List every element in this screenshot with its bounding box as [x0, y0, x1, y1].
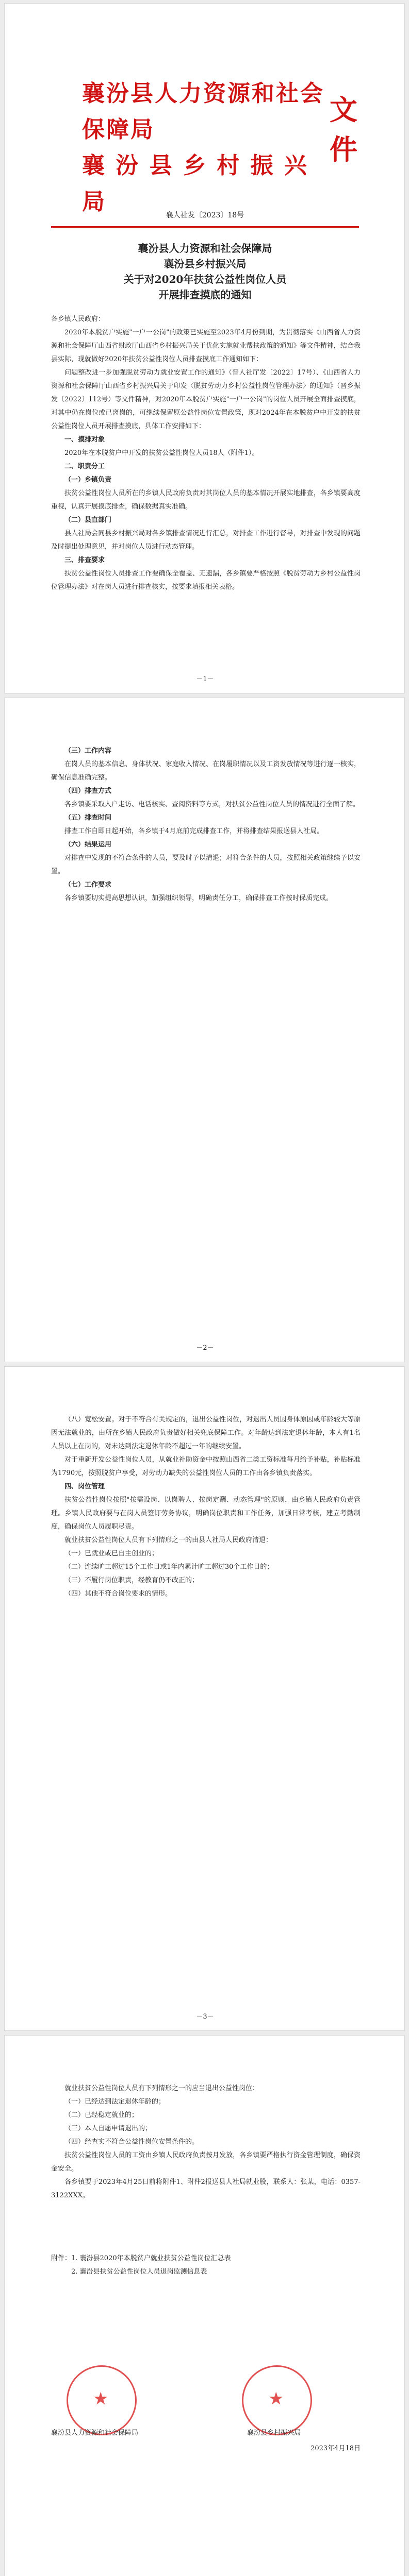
document-title [5, 241, 405, 302]
paragraph: 对排查中发现的不符合条件的人员，要及时予以清退；对符合条件的人员，按照相关政策继续予以安置。 [51, 854, 361, 875]
paragraph: （二）已经稳定就业的； [64, 2111, 139, 2119]
paragraph: 就业扶贫公益性岗位人员有下列情形之一的由县人社局人民政府清退： [64, 1536, 273, 1544]
paragraph: 2020年在本脱贫户中开发的扶贫公益性岗位人员18人（附件1）。 [64, 449, 259, 457]
paragraph: 2020年本脱贫户实施"一户一公岗"的政策已实施至2023年4月份到期，为贯彻落实《山西省人力资源和社会保障厅山西省财政厅山西省乡村振兴局关于优化实施就业帮扶政策的通知》等文件精神，结合我县实际，现就做好2020年扶贫公益性岗位人员排查摸底工作通知如下： [51, 329, 361, 363]
document-page-4 [4, 2035, 405, 2576]
official-seal-left: ★ [67, 2365, 137, 2435]
paragraph: （四）经查实不符合公益性岗位安置条件的。 [64, 2138, 199, 2146]
paragraph: 对于重新开发公益性岗位人员，从就业补助资金中按照山西省二类工资标准每月给予补贴，补贴标准为1790元，按照脱贫户享受，对劳动力缺失的公益性岗位人员的工作由各乡镇负责落实。 [51, 1456, 361, 1477]
section-heading: 四、岗位管理 [64, 1483, 105, 1490]
section-heading: （五）排查时间 [64, 814, 112, 822]
paragraph: 各乡镇人民政府： [51, 315, 105, 323]
paragraph: 各乡镇要于2023年4月25日前将附件1、附件2报送县人社局就业股，联系人：张某，电话：0357-3122XXX。 [51, 2178, 361, 2199]
signature-block [51, 2365, 361, 2468]
paragraph: 县人社局会同县乡村振兴局对各乡镇排查情况进行汇总，对排查工作进行督导，对排查中发现的问题及时提出处理意见，并对岗位人员进行动态管理。 [51, 530, 361, 551]
section-heading: 一、摸排对象 [64, 436, 105, 444]
document-page-2 [4, 698, 405, 1362]
document-page-3 [4, 1366, 405, 2031]
title-line: 襄汾县乡村振兴局 [163, 258, 247, 270]
paragraph: （一）已就业或已自主创业的； [64, 1550, 159, 1557]
paragraph: 各乡镇要切实提高思想认识，加强组织领导，明确责任分工，确保排查工作按时保质完成。 [64, 894, 333, 902]
signature-date: 2023年4月18日 [310, 2445, 361, 2452]
red-divider [51, 226, 359, 228]
paragraph: 问题整改进一步加强脱贫劳动力就业安置工作的通知》（晋人社厅发〔2022〕17号）、《山西省人力资源和社会保障厅山西省乡村振兴局关于印发〈脱贫劳动力乡村公益性岗位管理办法〉的通知》（晋乡振发〔2022〕112号）等文件精神，对2020年本脱贫户实施"一户一公岗"的岗位人员开展全面排查摸底，对其中仍在岗位或已离岗的，可继续保留原公益性岗位安置政策，现对2024年在本脱贫户中开发的扶贫公益性岗位人员开展排查摸底，具体工作安排如下： [51, 369, 361, 430]
section-heading: （四）排查方式 [64, 787, 112, 795]
paragraph: 扶贫公益性岗位按照"按需设岗、以岗聘人、按岗定酬、动态管理"的原则，由乡镇人民政府负责管理。乡镇人民政府要与在岗人员签订劳务协议，明确岗位职责和工作任务，加强日常考核，建立考勤制度，确保岗位人员履职尽责。 [51, 1496, 361, 1531]
official-seal-right: ★ [242, 2365, 312, 2435]
section-heading: （一）乡镇负责 [64, 476, 112, 484]
attachments-list [51, 2252, 361, 2279]
paragraph: （一）已经达到法定退休年龄的； [64, 2098, 166, 2106]
section-heading: （六）结果运用 [64, 841, 112, 849]
paragraph: 扶贫公益性岗位人员排查工作要确保全覆盖、无遗漏，各乡镇要严格按照《脱贫劳动力乡村公益性岗位管理办法》对在岗人员进行排查核实，按要求填报相关表格。 [51, 570, 361, 591]
title-line: 关于对2020年扶贫公益性岗位人员 [123, 273, 287, 285]
page-number: －3－ [196, 2013, 214, 2021]
paragraph: （八）宽松安置。对于不符合有关规定的，退出公益性岗位，对退出人员因身体原因或年龄较大等原因无法就业的，由所在乡镇人民政府负责做好相关兜底保障工作。对年龄达到法定退休年龄，本人有1名人员以上在岗的，对未达到法定退休年龄不超过一年的继续安置。 [51, 1416, 361, 1450]
body-text [51, 1413, 361, 1601]
body-text [51, 313, 361, 594]
paragraph: 扶贫公益性岗位人员所在的乡镇人民政府负责对其岗位人员的基本情况开展实地排查，各乡镇要高度重视，认真开展摸底排查，确保数据真实准确。 [51, 489, 361, 511]
paragraph: （四）其他不符合岗位要求的情形。 [64, 1590, 172, 1598]
attachment-item: 2. 襄汾县扶贫公益性岗位人员退岗监测信息表 [71, 2268, 207, 2276]
page-number: －1－ [196, 675, 214, 683]
title-line: 襄汾县人力资源和社会保障局 [138, 242, 272, 255]
body-text [51, 744, 361, 905]
section-heading: （二）县直部门 [64, 516, 112, 524]
section-heading: 三、排查要求 [64, 556, 105, 564]
letterhead-org-line-2: 襄 汾 县 乡 村 振 兴 局 [82, 152, 308, 215]
section-heading: 二、职责分工 [64, 463, 105, 470]
document-page-1 [4, 3, 405, 693]
signature-left: 襄汾县人力资源和社会保障局 [51, 2429, 139, 2437]
page-number: －2－ [196, 1344, 214, 1352]
paragraph: 就业扶贫公益性岗位人员有下列情形之一的应当退出公益性岗位： [64, 2084, 259, 2092]
paragraph: （三）本人自愿申请退出的； [64, 2125, 152, 2132]
paragraph: 各乡镇要采取入户走访、电话核实、查阅资料等方式，对扶贫公益性岗位人员的情况进行全面了解。 [64, 801, 360, 808]
paragraph: （二）连续旷工超过15个工作日或1年内累计旷工超过30个工作日的； [64, 1563, 274, 1571]
letterhead-wen: 文件 [330, 94, 357, 166]
signature-right: 襄汾县乡村振兴局 [247, 2429, 301, 2437]
attachment-item: 附件：1. 襄汾县2020年本脱贫户就业扶贫公益性岗位汇总表 [51, 2255, 231, 2262]
document-number: 襄人社发〔2023〕18号 [166, 211, 244, 219]
paragraph: 排查工作自即日起开始，各乡镇于4月底前完成排查工作，并将排查结果报送县人社局。 [64, 827, 324, 835]
title-line: 开展排查摸底的通知 [158, 289, 252, 301]
letterhead-org-line-1: 襄汾县人力资源和社会保障局 [82, 80, 324, 143]
paragraph: 扶贫公益性岗位人员的工资由乡镇人民政府负责按月发放，各乡镇要严格执行资金管理制度，确保资金安全。 [51, 2151, 361, 2173]
paragraph: （三）不履行岗位职责，经教育仍不改正的； [64, 1577, 199, 1584]
body-text [51, 2082, 361, 2202]
section-heading: （七）工作要求 [64, 881, 112, 889]
paragraph: 在岗人员的基本信息、身体状况、家庭收入情况、在岗履职情况以及工资发放情况等进行逐一核实，确保信息准确完整。 [51, 760, 361, 782]
section-heading: （三）工作内容 [64, 747, 112, 755]
